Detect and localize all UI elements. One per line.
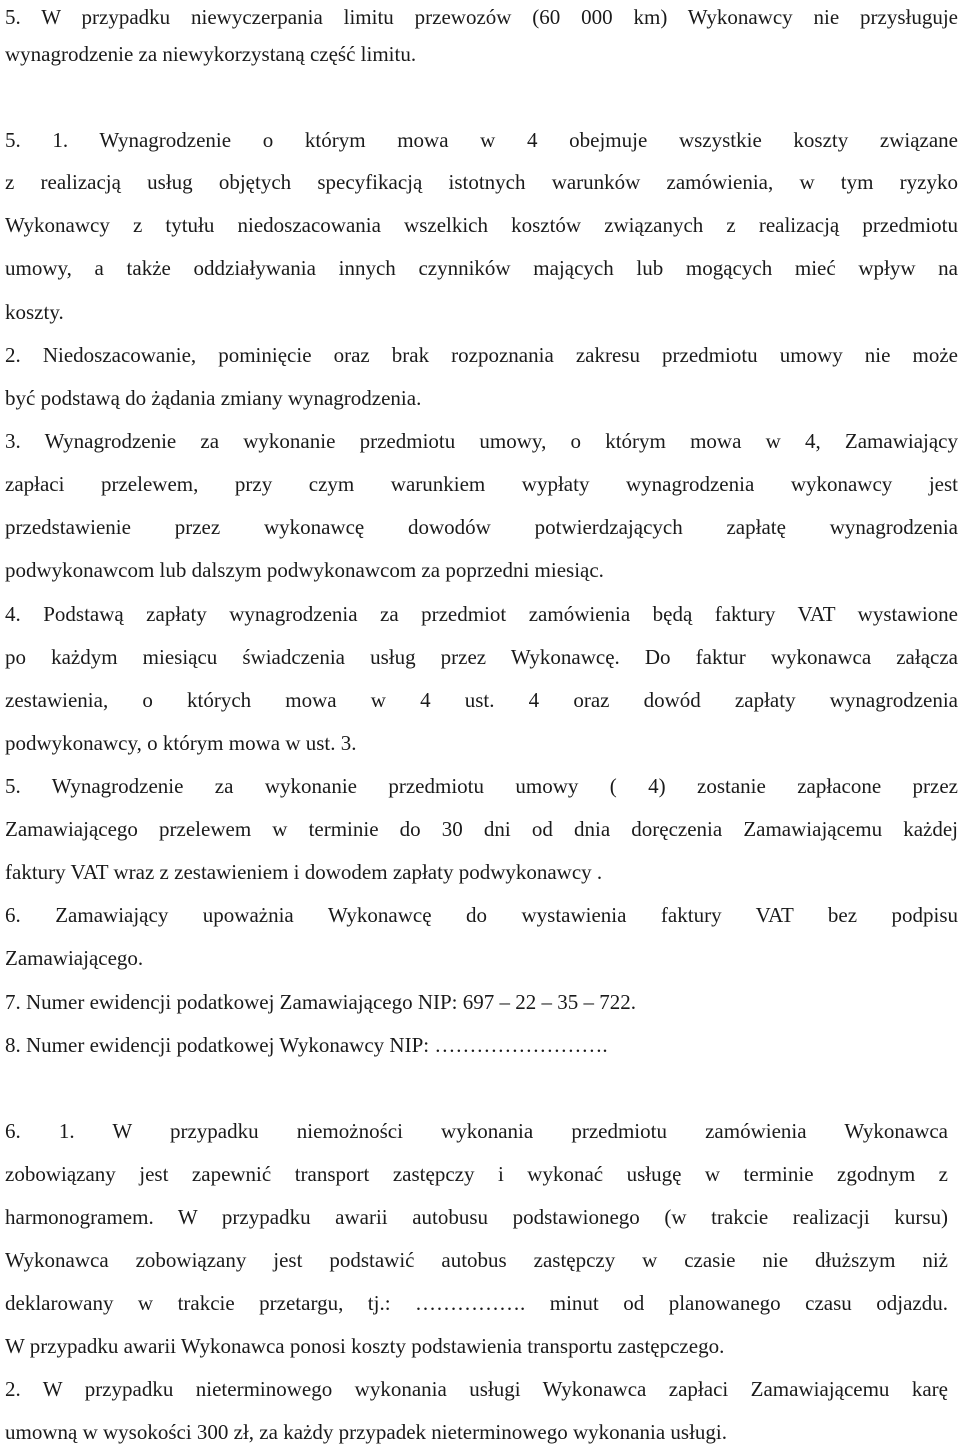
section-6-1-line: 6. 1. W przypadku niemożności wykonania przedmiotu zamówienia Wykonawca (5, 1119, 948, 1143)
text-line: podwykonawcom lub dalszym podwykonawcom za poprzedni miesiąc. (5, 558, 604, 582)
text-line: zapłaci przelewem, przy czym warunkiem wypłaty wynagrodzenia wykonawcy jest (5, 472, 958, 496)
section-5-1-line: 5. 1. Wynagrodzenie o którym mowa w 4 obejmuje wszystkie koszty związane (5, 128, 958, 152)
text-line: Zamawiającego. (5, 946, 144, 970)
text-line: wynagrodzenie za niewykorzystaną część limitu. (5, 42, 417, 66)
text-line: zobowiązany jest zapewnić transport zastępczy i wykonać usługę w terminie zgodnym z (5, 1162, 948, 1186)
text-line: koszty. (5, 300, 64, 324)
text-line: z realizacją usług objętych specyfikacją istotnych warunków zamówienia, w tym ryzyko (5, 170, 958, 194)
text-line: 8. Numer ewidencji podatkowej Wykonawcy NIP: ……………………. (5, 1033, 608, 1057)
text-line: 2. Niedoszacowanie, pominięcie oraz brak rozpoznania zakresu przedmiotu umowy nie może (5, 343, 958, 367)
text-line: faktury VAT wraz z zestawieniem i dowodem zapłaty podwykonawcy . (5, 860, 603, 884)
text-line: 4. Podstawą zapłaty wynagrodzenia za przedmiot zamówienia będą faktury VAT wystawione (5, 602, 958, 626)
text-line: W przypadku awarii Wykonawca ponosi koszty podstawienia transportu zastępczego. (5, 1334, 725, 1358)
text-line: Zamawiającego przelewem w terminie do 30 dni od dnia doręczenia Zamawiającemu każdej (5, 817, 958, 841)
text-line: 2. W przypadku nieterminowego wykonania usługi Wykonawca zapłaci Zamawiającemu karę (5, 1377, 948, 1401)
text-line: 3. Wynagrodzenie za wykonanie przedmiotu umowy, o którym mowa w 4, Zamawiający (5, 429, 958, 453)
text-line: deklarowany w trakcie przetargu, tj.: ……………. minut od planowanego czasu odjazdu. (5, 1291, 948, 1315)
text-line: zestawienia, o których mowa w 4 ust. 4 oraz dowód zapłaty wynagrodzenia (5, 688, 958, 712)
text-line: umowy, a także oddziaływania innych czynników mających lub mogących mieć wpływ na (5, 256, 958, 280)
text-line: 5. Wynagrodzenie za wykonanie przedmiotu umowy ( 4) zostanie zapłacone przez (5, 774, 958, 798)
text-line: 7. Numer ewidencji podatkowej Zamawiającego NIP: 697 – 22 – 35 – 722. (5, 990, 637, 1014)
text-line: Wykonawca zobowiązany jest podstawić autobus zastępczy w czasie nie dłuższym niż (5, 1248, 948, 1272)
text-line: podwykonawcy, o którym mowa w ust. 3. (5, 731, 357, 755)
text-line: 5. W przypadku niewyczerpania limitu przewozów (60 000 km) Wykonawcy nie przysługuje (5, 5, 958, 29)
text-line: po każdym miesiącu świadczenia usług przez Wykonawcę. Do faktur wykonawca załącza (5, 645, 958, 669)
text-line: umowną w wysokości 300 zł, za każdy przypadek nieterminowego wykonania usługi. (5, 1420, 727, 1444)
text-line: harmonogramem. W przypadku awarii autobusu podstawionego (w trakcie realizacji kursu) (5, 1205, 948, 1229)
text-line: 6. Zamawiający upoważnia Wykonawcę do wystawienia faktury VAT bez podpisu (5, 903, 958, 927)
text-line: przedstawienie przez wykonawcę dowodów potwierdzających zapłatę wynagrodzenia (5, 515, 958, 539)
text-line: Wykonawcy z tytułu niedoszacowania wszelkich kosztów związanych z realizacją przedmiotu (5, 213, 958, 237)
text-line: być podstawą do żądania zmiany wynagrodzenia. (5, 386, 422, 410)
